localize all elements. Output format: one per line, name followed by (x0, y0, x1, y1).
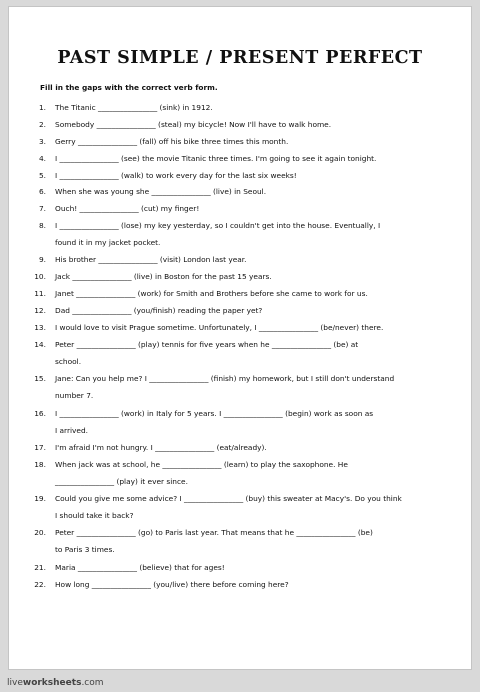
worksheet-title: PAST SIMPLE / PRESENT PERFECT (57, 48, 423, 68)
logo-text-worksheets: worksheets (22, 678, 82, 688)
item-text-continued: found it in my jacket pocket. (55, 238, 161, 247)
item-text: The Titanic ________________ (sink) in 1912. (55, 103, 213, 112)
item-number: 4. (38, 154, 46, 163)
item-text: I ________________ (see) the movie Titanic three times. I'm going to see it again tonight. (55, 154, 377, 163)
item-number: 5. (38, 171, 46, 180)
item-number: 21. (34, 563, 46, 572)
item-number: 22. (34, 580, 46, 589)
item-number: 16. (34, 409, 46, 418)
item-text: Somebody ________________ (steal) my bicycle! Now I'll have to walk home. (55, 120, 332, 129)
item-number: 14. (34, 340, 46, 349)
item-text: Maria ________________ (believe) that for ages! (55, 563, 225, 572)
item-number: 2. (38, 120, 46, 129)
item-text-continued: ________________ (play) it ever since. (55, 477, 188, 486)
item-text-continued: number 7. (55, 391, 94, 400)
item-number: 15. (34, 374, 46, 383)
item-text: Gerry ________________ (fall) off his bike three times this month. (55, 137, 289, 146)
item-text: I ________________ (walk) to work every day for the last six weeks! (55, 171, 297, 180)
item-number: 1. (38, 103, 46, 112)
item-number: 13. (34, 323, 46, 332)
item-text: Peter ________________ (play) tennis for five years when he ________________ (be) at (55, 340, 359, 349)
item-text: I would love to visit Prague sometime. Unfortunately, I ________________ (be/never) there. (55, 323, 384, 332)
item-number: 8. (38, 221, 46, 230)
item-text: I ________________ (work) in Italy for 5 years. I ________________ (begin) work as soon as (55, 409, 374, 418)
item-text: I'm afraid I'm not hungry. I ________________ (eat/already). (55, 443, 267, 452)
item-number: 17. (34, 443, 46, 452)
item-number: 12. (34, 306, 46, 315)
item-text-continued: school. (55, 357, 82, 366)
item-text: Dad ________________ (you/finish) reading the paper yet? (55, 306, 263, 315)
item-text: When jack was at school, he ________________ (learn) to play the saxophone. He (55, 460, 348, 469)
item-number: 3. (38, 137, 46, 146)
logo-text-domain: .com (81, 678, 104, 688)
item-number: 18. (34, 460, 46, 469)
liveworksheets-logo (7, 678, 104, 688)
instructions: Fill in the gaps with the correct verb form. (40, 83, 218, 92)
item-text: I ________________ (lose) my key yesterday, so I couldn't get into the house. Eventually, I (55, 221, 381, 230)
item-number: 10. (34, 272, 46, 281)
item-text: Janet ________________ (work) for Smith and Brothers before she came to work for us. (55, 289, 368, 298)
item-text-continued: I arrived. (55, 426, 89, 435)
item-number: 7. (38, 204, 46, 213)
item-text: His brother ________________ (visit) London last year. (55, 255, 247, 264)
item-text-continued: I should take it back? (55, 511, 134, 520)
item-text: When she was young she ________________ (live) in Seoul. (55, 187, 267, 196)
logo-text-live: live (7, 678, 23, 688)
item-number: 20. (34, 528, 46, 537)
item-number: 6. (38, 187, 46, 196)
item-text: Jack ________________ (live) in Boston for the past 15 years. (55, 272, 272, 281)
item-text: Could you give me some advice? I ________________ (buy) this sweater at Macy's. Do you think (55, 494, 402, 503)
item-text: Jane: Can you help me? I ________________ (finish) my homework, but I still don't understand (55, 374, 395, 383)
item-number: 19. (34, 494, 46, 503)
item-number: 11. (34, 289, 46, 298)
worksheet-page (8, 6, 472, 670)
item-text: Ouch! ________________ (cut) my finger! (55, 204, 200, 213)
item-text: Peter ________________ (go) to Paris last year. That means that he ________________ (be) (55, 528, 373, 537)
item-text-continued: to Paris 3 times. (55, 545, 115, 554)
item-text: How long ________________ (you/live) there before coming here? (55, 580, 289, 589)
item-number: 9. (38, 255, 46, 264)
